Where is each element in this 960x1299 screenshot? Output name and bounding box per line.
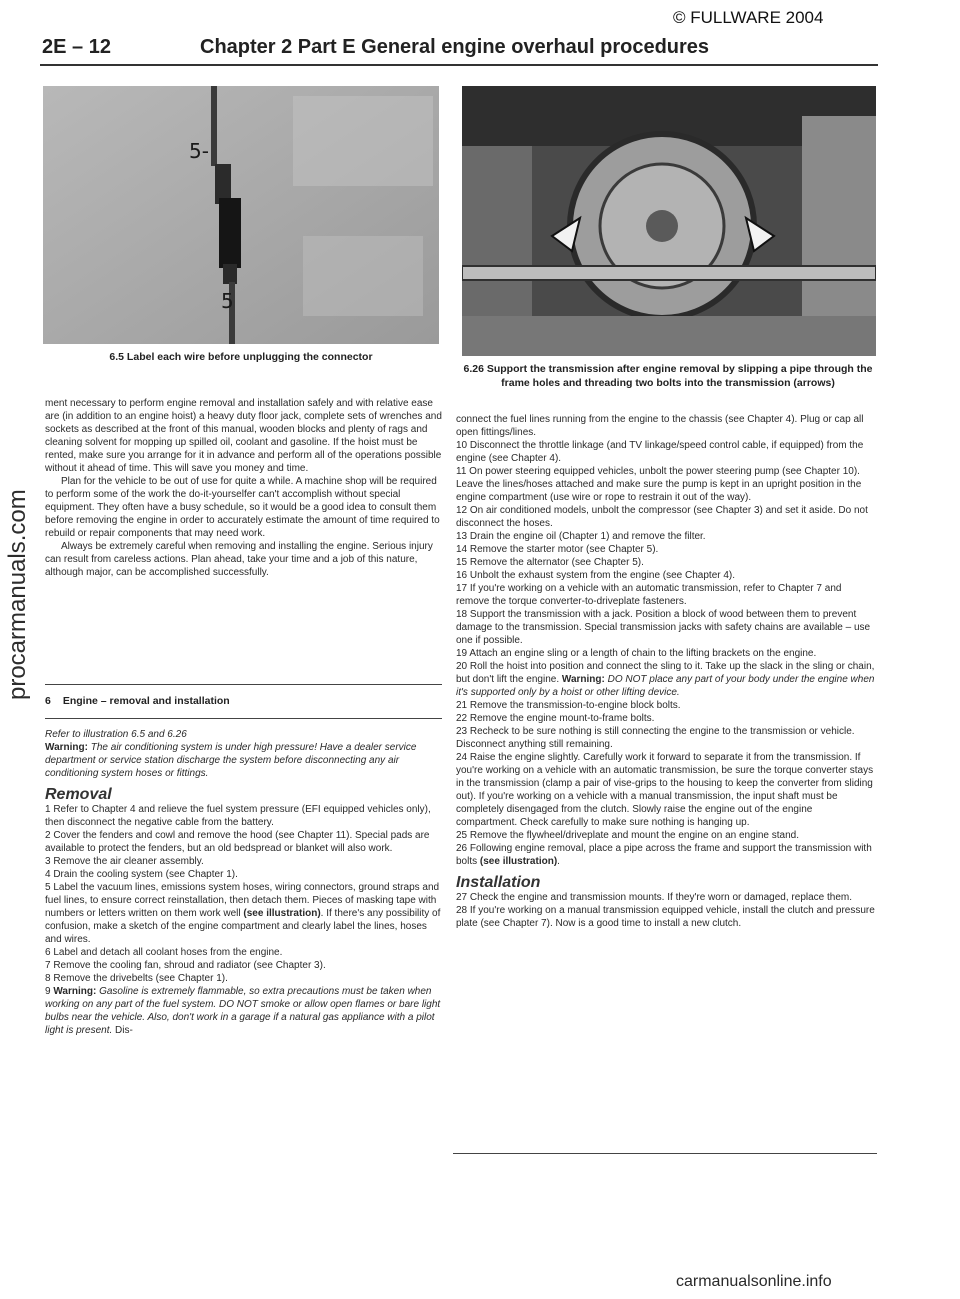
step-6: 6 Label and detach all coolant hoses from the engine.: [45, 947, 283, 958]
step-26: [456, 842, 876, 868]
page-number: 2E – 12: [42, 36, 111, 58]
warning-text: The air conditioning system is under high pressure! Have a dealer service department or service station discharge the system before disconnecting any air conditioning system hoses or fittings.: [45, 742, 417, 779]
removal-heading: Removal: [45, 786, 112, 803]
header-rule: [40, 64, 878, 66]
step-5-illustration-ref: (see illustration): [243, 908, 321, 919]
step-26-text-end: .: [557, 856, 560, 867]
section-heading: [45, 695, 230, 707]
step-9-warning-label: Warning:: [53, 986, 97, 997]
step-1: 1 Refer to Chapter 4 and relieve the fuel system pressure (EFI equipped vehicles only), then disconnect the negative cable from the battery.: [45, 804, 431, 828]
step-13: 13 Drain the engine oil (Chapter 1) and remove the filter.: [456, 531, 706, 542]
step-16: 16 Unbolt the exhaust system from the engine (see Chapter 4).: [456, 570, 736, 581]
figure-caption-6-26: 6.26 Support the transmission after engine removal by slipping a pipe through the frame holes and threading two bolts into the transmission (arrows): [463, 363, 873, 389]
copyright-notice: © FULLWARE 2004: [673, 8, 824, 27]
step-9: [45, 985, 443, 1037]
step-12: 12 On air conditioned models, unbolt the compressor (see Chapter 3) and set it aside. Do not disconnect the hoses.: [456, 505, 868, 529]
step-7: 7 Remove the cooling fan, shroud and radiator (see Chapter 3).: [45, 960, 326, 971]
wire-label-upper: 5-: [189, 139, 209, 163]
right-column: [456, 413, 876, 930]
intro-paragraph-3: Always be extremely careful when removing and installing the engine. Serious injury can result from careless actions. Plan ahead, take your time and a job of this nature, although major, can be accomplished successfully.: [45, 541, 433, 578]
left-column-intro: [45, 397, 443, 579]
footer-watermark: carmanualsonline.info: [676, 1273, 832, 1290]
step-24: 24 Raise the engine slightly. Carefully work it forward to separate it from the transmission. If you're working on a vehicle with an automatic transmission, be sure the torque converter stays in the transmission (clamp a pair of vise-grips to the housing to keep the converter from sliding out). If you're working on a vehicle with a manual transmission, the input shaft must be completely disengaged from the clutch. Slowly raise the engine out of the engine compartment. Check carefully to make sure nothing is hanging up.: [456, 752, 874, 828]
warning-label: Warning:: [45, 742, 88, 753]
step-22: 22 Remove the engine mount-to-frame bolts.: [456, 713, 655, 724]
side-watermark-text: procarmanuals.com: [4, 489, 31, 700]
step-21: 21 Remove the transmission-to-engine block bolts.: [456, 700, 681, 711]
transmission-support-photo: [462, 86, 876, 356]
step-3: 3 Remove the air cleaner assembly.: [45, 856, 204, 867]
section-number: 6: [45, 695, 51, 707]
step-26-text: 26 Following engine removal, place a pipe across the frame and support the transmission with bolts: [456, 843, 872, 867]
step-14: 14 Remove the starter motor (see Chapter 5).: [456, 544, 659, 555]
step-26-illustration-ref: (see illustration): [479, 856, 558, 867]
intro-paragraph-1: ment necessary to perform engine removal and installation safely and with relative ease are (in addition to an engine hoist) a heavy duty floor jack, complete sets of wrenches and sockets as described at the front of this manual, wooden blocks and plenty of rags and cleaning solvent for mopping up spilled oil, coolant and gasoline. If the hoist must be rented, make sure you arrange for it in advance and perform all of the operations possible without it ahead of time. This will save you money and time.: [45, 398, 442, 474]
refer-note: Refer to illustration 6.5 and 6.26: [45, 729, 187, 740]
chapter-title: Chapter 2 Part E General engine overhaul procedures: [200, 36, 710, 58]
bottom-rule: [453, 1153, 877, 1154]
step-5-text: 5 Label the vacuum lines, emissions system hoses, wiring connectors, ground straps and fuel lines, to ensure correct reinstallation, then detach them. Pieces of masking tape with numbers or letters written on them work well: [45, 882, 440, 919]
step-5-text-cont: . If there's any possibility of confusion, make a sketch of the engine compartment and clearly label the lines, hoses and wires.: [45, 908, 441, 945]
wire-label-lower: 5: [221, 289, 234, 313]
warning-ac: [45, 741, 443, 780]
section-rule-top: [45, 684, 442, 685]
step-11: 11 On power steering equipped vehicles, unbolt the power steering pump (see Chapter 10). Leave the lines/hoses attached and make sure the pump is kept in an upright position in the engine compartment (use wire or rope to restrain it out of the way).: [456, 466, 862, 503]
wire-connector-photo: [43, 86, 439, 344]
figure-caption-6-5: 6.5 Label each wire before unplugging the connector: [109, 351, 373, 363]
step-8: 8 Remove the drivebelts (see Chapter 1).: [45, 973, 228, 984]
step-15: 15 Remove the alternator (see Chapter 5).: [456, 557, 644, 568]
step-9-tail: Dis-: [112, 1025, 133, 1036]
step-4: 4 Drain the cooling system (see Chapter 1).: [45, 869, 238, 880]
left-column-body: [45, 728, 443, 1037]
section-title: Engine – removal and installation: [62, 695, 230, 707]
intro-paragraph-2: Plan for the vehicle to be out of use for quite a while. A machine shop will be required to perform some of the work the do-it-yourselfer can't accomplish without special equipment. They often have a busy schedule, so it would be a good idea to consult them before removing the engine in order to accurately estimate the amount of time required to rebuild or repair components that may need work.: [45, 476, 440, 539]
step-5: [45, 881, 443, 946]
step-2: 2 Cover the fenders and cowl and remove the hood (see Chapter 11). Special pads are available to protect the fenders, but an old bedspread or blanket will also work.: [45, 830, 430, 854]
step-17: 17 If you're working on a vehicle with an automatic transmission, refer to Chapter 7 and remove the torque converter-to-driveplate fasteners.: [456, 583, 842, 607]
step-10: 10 Disconnect the throttle linkage (and TV linkage/speed control cable, if equipped) from the engine (see Chapter 4).: [456, 440, 864, 464]
step-20-warning-label: Warning:: [561, 674, 605, 685]
section-rule-bottom: [45, 718, 442, 719]
step-19: 19 Attach an engine sling or a length of chain to the lifting brackets on the engine.: [456, 648, 817, 659]
step-25: 25 Remove the flywheel/driveplate and mount the engine on an engine stand.: [456, 830, 800, 841]
step-20: [456, 660, 876, 699]
step-27: 27 Check the engine and transmission mounts. If they're worn or damaged, replace them.: [456, 892, 853, 903]
step-9-number: 9: [45, 986, 51, 997]
step-18: 18 Support the transmission with a jack. Position a block of wood between them to prevent damage to the transmission. Special transmission jacks with safety chains are available – use one if possible.: [456, 609, 871, 646]
step-23: 23 Recheck to be sure nothing is still connecting the engine to the transmission or vehicle. Disconnect anything still remaining.: [456, 726, 855, 750]
step-20-text: 20 Roll the hoist into position and connect the sling to it. Take up the slack in the sling or chain, but don't lift the engine.: [456, 661, 875, 685]
step-28: 28 If you're working on a manual transmission equipped vehicle, install the clutch and pressure plate (see Chapter 7). Now is a good time to install a new clutch.: [456, 905, 875, 929]
installation-heading: Installation: [456, 874, 541, 891]
step-9-warning-text: Gasoline is extremely flammable, so extra precautions must be taken when working on any part of the fuel system. DO NOT smoke or allow open flames or bare light bulbs near the vehicle. Also, don't work in a garage if a natural gas appliance with a pilot light is present.: [45, 986, 441, 1036]
step-20-warning-text: DO NOT place any part of your body under the engine when it's supported only by a hoist or other lifting device.: [456, 674, 875, 698]
step-9-continued: connect the fuel lines running from the engine to the chassis (see Chapter 4). Plug or cap all open fittings/lines.: [456, 414, 864, 438]
